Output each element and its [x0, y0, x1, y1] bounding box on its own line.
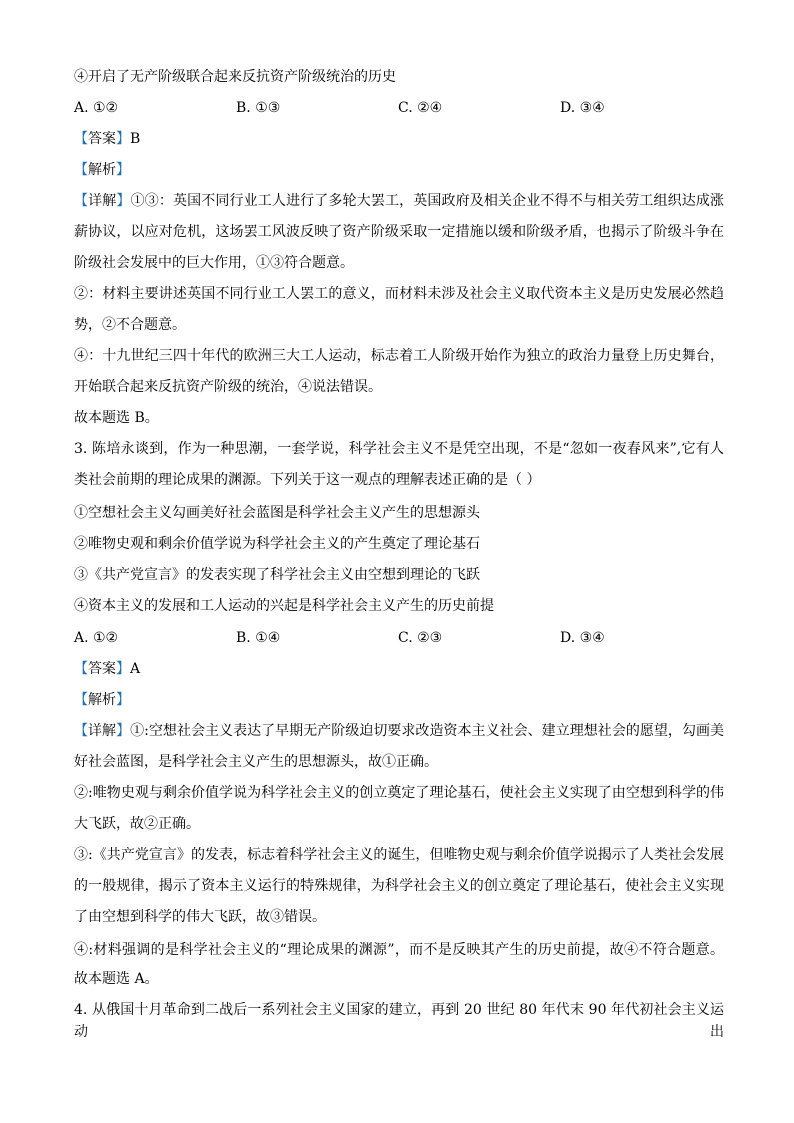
q2-detail-line: ④：十九世纪三四十年代的欧洲三大工人运动，标志着工人阶级开始作为独立的政治力量登上历史舞台， — [74, 348, 724, 364]
q3-statement-1: ①空想社会主义勾画美好社会蓝图是科学社会主义产生的思想源头 — [74, 505, 480, 521]
q3-statement-2: ②唯物史观和剩余价值学说为科学社会主义的产生奠定了理论基石 — [74, 536, 480, 552]
q3-detail-line: 了由空想到科学的伟大飞跃，故③错误。 — [74, 909, 326, 925]
q2-detail-line: 薪协议，以应对危机，这场罢工风波反映了资产阶级采取一定措施以缓和阶级矛盾，也揭示了阶级斗争在 — [74, 224, 724, 240]
q3-option-c: C. ②③ — [398, 630, 443, 646]
q3-answer: 【答案】A — [74, 661, 141, 677]
analysis-label: 解析 — [88, 692, 116, 708]
q3-stem-line: 3. 陈培永谈到，作为一种思潮，一套学说，科学社会主义不是凭空出现，不是“忽如一夜春风来”,它有人 — [74, 441, 724, 457]
q3-detail-line: 的一般规律，揭示了资本主义运行的特殊规律，为科学社会主义的创立奠定了理论基石，使社会主义实现 — [74, 878, 724, 894]
answer-label: 答案 — [88, 661, 116, 677]
q4-stem-line: 4. 从俄国十月革命到二战后一系列社会主义国家的建立，再到 20 世纪 80 年代末 90 年代初社会主义运动出 — [74, 1002, 724, 1040]
q2-option-d: D. ③④ — [560, 100, 605, 116]
q3-detail-line: ④:材料强调的是科学社会主义的“理论成果的渊源”，而不是反映其产生的历史前提，故④不符合题意。 — [74, 942, 724, 958]
q3-option-b: B. ①④ — [236, 630, 281, 646]
q3-option-a: A. ①② — [74, 630, 119, 646]
detail-label: 详解 — [88, 723, 117, 739]
q2-detail-line: 开始联合起来反抗资产阶级的统治，④说法错误。 — [74, 379, 382, 395]
q2-option-b: B. ①③ — [236, 100, 281, 116]
q3-detail-line: ②:唯物史观与剩余价值学说为科学社会主义的创立奠定了理论基石，使社会主义实现了由空想到科学的伟 — [74, 785, 724, 801]
q3-detail-line: ③:《共产党宣言》的发表，标志着科学社会主义的诞生，但唯物史观与剩余价值学说揭示了人类社会发展 — [74, 847, 724, 863]
q2-statement-4: ④开启了无产阶级联合起来反抗资产阶级统治的历史 — [74, 69, 396, 85]
q3-detail-line: 大飞跃，故②正确。 — [74, 816, 200, 832]
answer-value: B — [130, 131, 141, 147]
q3-detail-line: 好社会蓝图，是科学社会主义产生的思想源头，故①正确。 — [74, 754, 438, 770]
q3-analysis-heading: 【解析】 — [74, 692, 130, 708]
q3-conclusion: 故本题选 A。 — [74, 971, 159, 987]
q2-conclusion: 故本题选 B。 — [74, 410, 159, 426]
answer-label: 答案 — [88, 131, 116, 147]
analysis-label: 解析 — [88, 162, 116, 178]
q2-detail-line: 【详解】①③：英国不同行业工人进行了多轮大罢工，英国政府及相关企业不得不与相关劳工组织达成涨 — [74, 193, 725, 209]
q3-detail-line: 【详解】①:空想社会主义表达了早期无产阶级迫切要求改造资本主义社会、建立理想社会的愿望，勾画美 — [74, 723, 725, 739]
answer-value: A — [130, 661, 141, 677]
q2-detail-line: 势，②不合题意。 — [74, 317, 186, 333]
detail-label: 详解 — [88, 193, 117, 209]
q2-answer: 【答案】B — [74, 131, 141, 147]
q2-option-a: A. ①② — [74, 100, 119, 116]
q2-analysis-heading: 【解析】 — [74, 162, 130, 178]
q3-statement-4: ④资本主义的发展和工人运动的兴起是科学社会主义产生的历史前提 — [74, 598, 494, 614]
q2-detail-line: 阶级社会发展中的巨大作用，①③符合题意。 — [74, 255, 354, 271]
q3-stem-line: 类社会前期的理论成果的渊源。下列关于这一观点的理解表述正确的是（ ） — [74, 472, 541, 488]
q3-option-d: D. ③④ — [560, 630, 605, 646]
q3-statement-3: ③《共产党宣言》的发表实现了科学社会主义由空想到理论的飞跃 — [74, 567, 480, 583]
q2-detail-line: ②：材料主要讲述英国不同行业工人罢工的意义，而材料未涉及社会主义取代资本主义是历史发展必然趋 — [74, 286, 724, 302]
q2-option-c: C. ②④ — [398, 100, 443, 116]
